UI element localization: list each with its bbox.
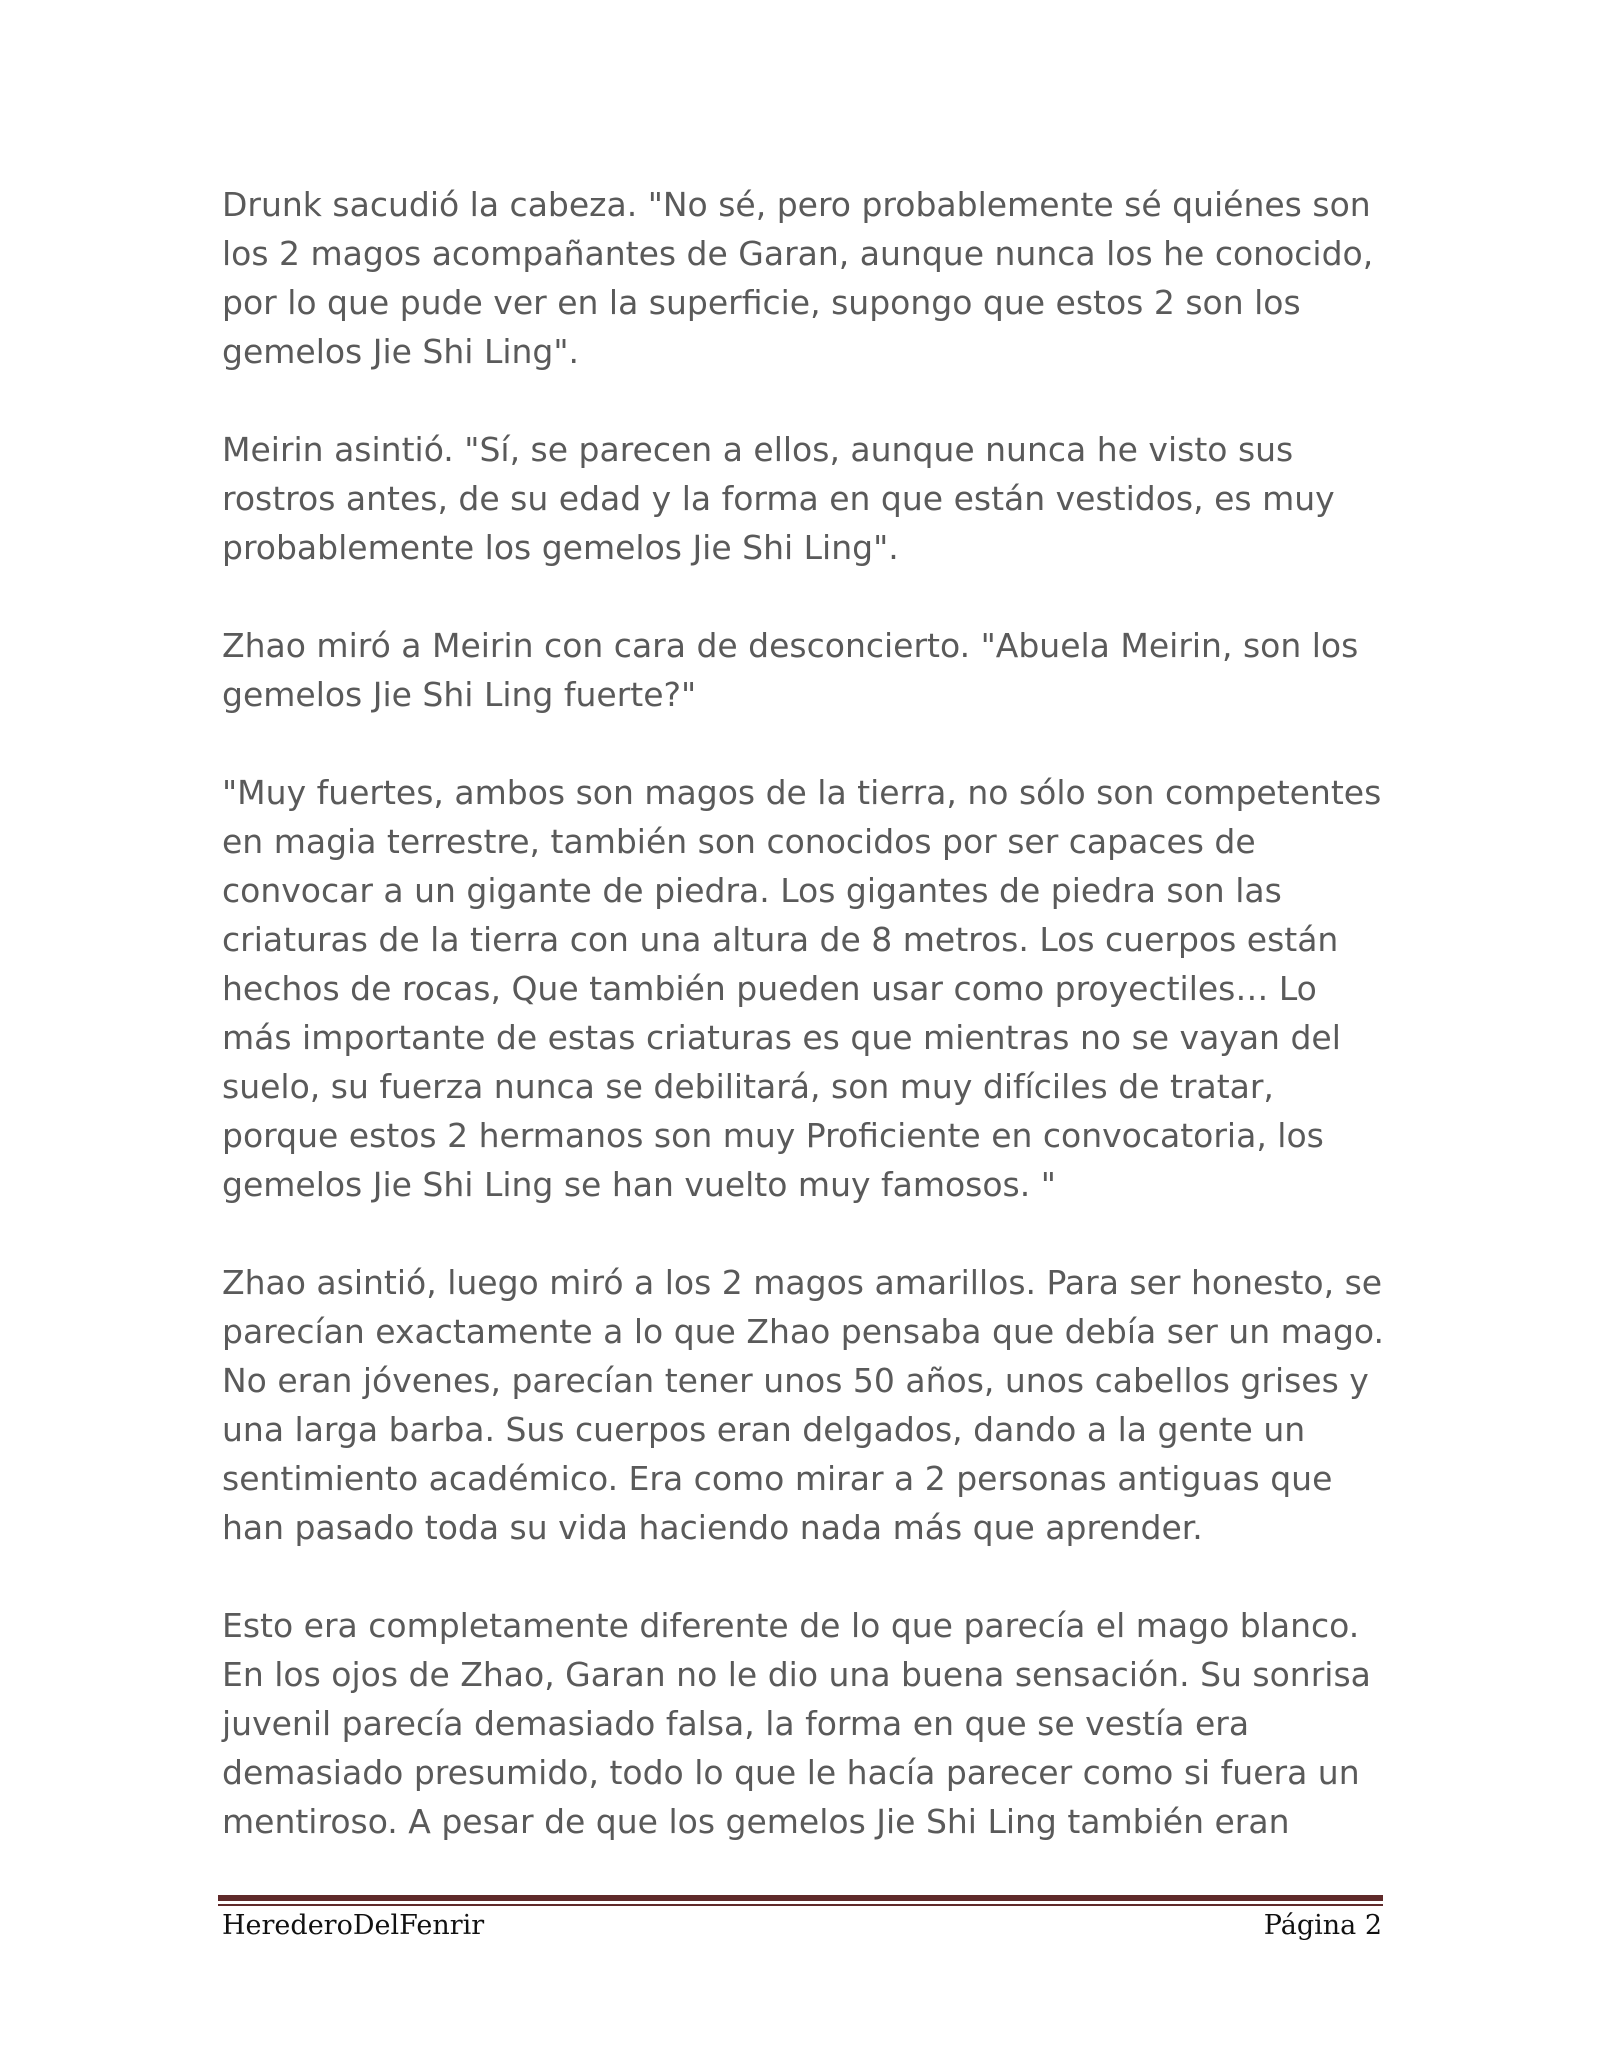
paragraph-5: Zhao asintió, luego miró a los 2 magos amarillos. Para ser honesto, se parecían exactamente a lo que Zhao pensaba que debía ser un mago. No eran jóvenes, parecían tener unos 50 años, unos cabellos grises y una larga barba. Sus cuerpos eran delgados, dando a la gente un sentimiento académico. Era como mirar a 2 personas antiguas que han pasado toda su vida haciendo nada más que aprender. <box>222 1263 1385 1547</box>
footer-page-number: Página 2 <box>1263 1910 1382 1941</box>
footer-divider-thin <box>218 1904 1383 1906</box>
paragraph-3: Zhao miró a Meirin con cara de desconcierto. "Abuela Meirin, son los gemelos Jie Shi Ling fuerte?" <box>222 626 1359 714</box>
footer-author: HerederoDelFenrir <box>222 1910 485 1941</box>
body-text <box>222 180 1392 1895</box>
paragraph-1: Drunk sacudió la cabeza. "No sé, pero probablemente sé quiénes son los 2 magos acompañantes de Garan, aunque nunca los he conocido, por lo que pude ver en la superficie, supongo que estos 2 son los gemelos Jie Shi Ling". <box>222 185 1374 371</box>
paragraph-4: "Muy fuertes, ambos son magos de la tierra, no sólo son competentes en magia terrestre, también son conocidos por ser capaces de convocar a un gigante de piedra. Los gigantes de piedra son las criaturas de la tierra con una altura de 8 metros. Los cuerpos están hechos de rocas, Que también pueden usar como proyectiles… Lo más importante de estas criaturas es que mientras no se vayan del suelo, su fuerza nunca se debilitará, son muy difíciles de tratar, porque estos 2 hermanos son muy Proficiente en convocatoria, los gemelos Jie Shi Ling se han vuelto muy famosos. " <box>222 773 1382 1204</box>
paragraph-2: Meirin asintió. "Sí, se parecen a ellos, aunque nunca he visto sus rostros antes, de su edad y la forma en que están vestidos, es muy probablemente los gemelos Jie Shi Ling". <box>222 430 1335 567</box>
paragraph-6: Esto era completamente diferente de lo que parecía el mago blanco. En los ojos de Zhao, Garan no le dio una buena sensación. Su sonrisa juvenil parecía demasiado falsa, la forma en que se vestía era demasiado presumido, todo lo que le hacía parecer como si fuera un mentiroso. A pesar de que los gemelos Jie Shi Ling también eran <box>222 1606 1371 1841</box>
page-footer <box>222 1908 1382 1948</box>
footer-divider <box>218 1895 1383 1901</box>
